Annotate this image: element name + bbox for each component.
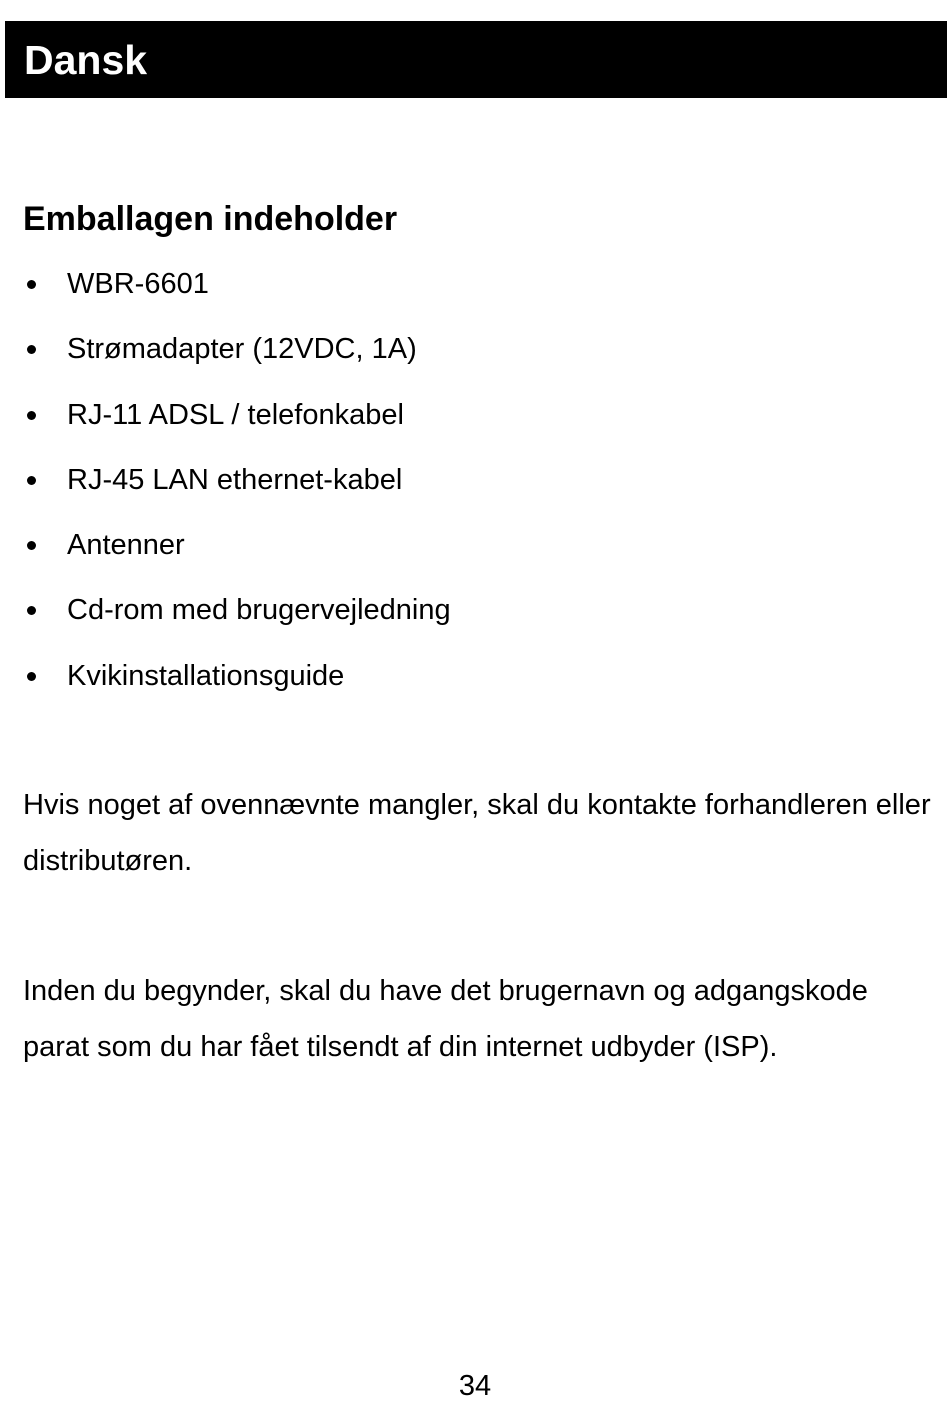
bullet-icon	[27, 541, 36, 550]
language-title: Dansk	[24, 37, 148, 83]
section-heading: Emballagen indeholder	[23, 200, 398, 238]
list-item-text: RJ-11 ADSL / telefonkabel	[67, 398, 404, 431]
bullet-icon	[27, 345, 36, 354]
missing-items-paragraph: Hvis noget af ovennævnte mangler, skal du kontakte forhandleren eller distributøren.	[23, 789, 931, 877]
list-item-text: Cd-rom med brugervejledning	[67, 594, 451, 627]
language-banner	[5, 21, 947, 98]
bullet-icon	[27, 606, 36, 615]
list-item-text: WBR-6601	[67, 268, 209, 300]
list-item-text: Strømadapter (12VDC, 1A)	[67, 333, 417, 366]
list-item-text: Kvikinstallationsguide	[67, 659, 345, 692]
list-item-text: Antenner	[67, 529, 185, 562]
bullet-icon	[27, 672, 36, 681]
bullet-icon	[27, 476, 36, 485]
bullet-icon	[27, 411, 36, 420]
before-you-begin-paragraph: Inden du begynder, skal du have det brugernavn og adgangskode parat som du har fået tilsendt af din internet udbyder (ISP).	[23, 975, 868, 1063]
list-item-text: RJ-45 LAN ethernet-kabel	[67, 463, 403, 496]
page-number: 34	[458, 1370, 492, 1402]
bullet-icon	[27, 280, 36, 289]
